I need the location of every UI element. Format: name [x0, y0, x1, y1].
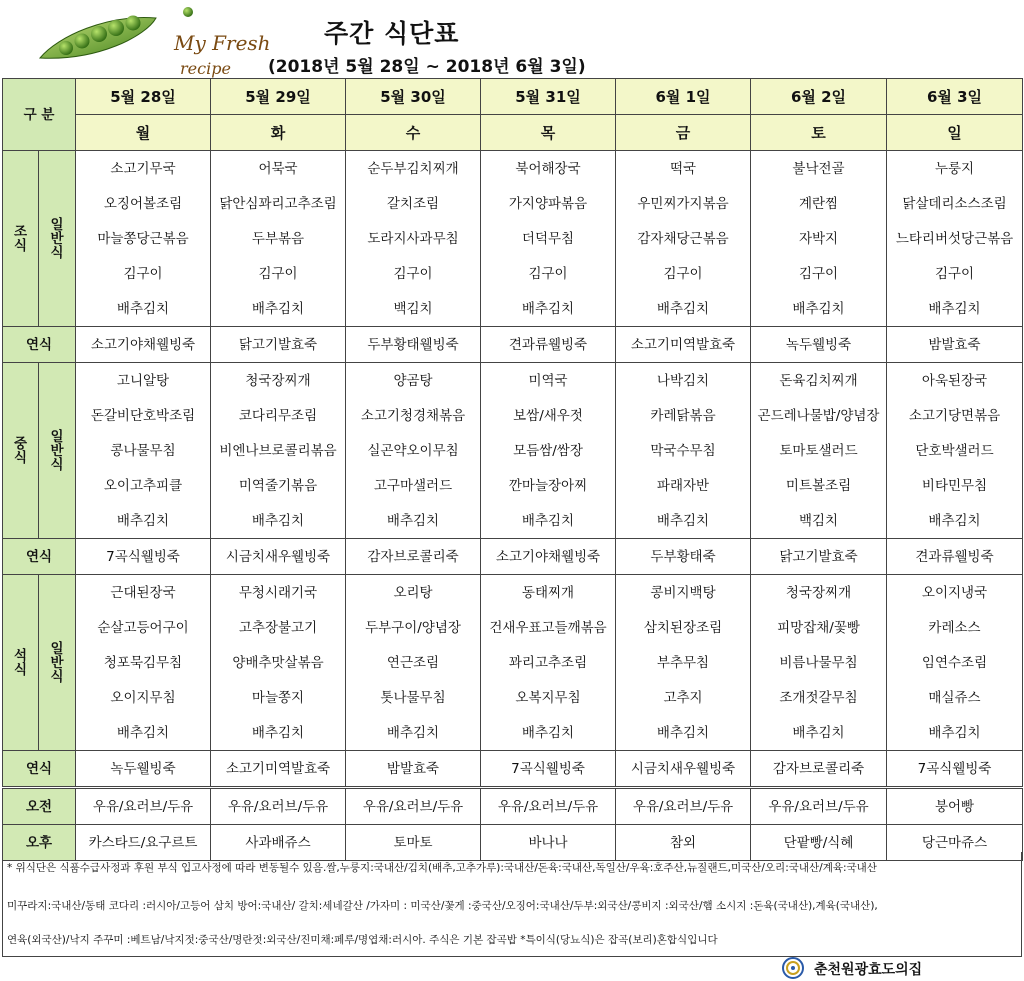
menu-item: 순살고등어구이 [76, 610, 211, 645]
soft-diet-item: 녹두웰빙죽 [76, 751, 211, 788]
soft-diet-item: 감자브로콜리죽 [751, 751, 887, 788]
menu-item: 배추김치 [616, 503, 751, 539]
snack-item: 우유/요러브/두유 [76, 788, 211, 825]
menu-item: 배추김치 [76, 715, 211, 751]
snack-item: 우유/요러브/두유 [346, 788, 481, 825]
menu-item: 김구이 [211, 256, 346, 291]
note-line: 미꾸라지:국내산/동태 코다리 :러시아/고등어 삼치 방어:국내산/ 갈치:세네갈산 /가자미 : 미국산/꽃게 :중국산/오징어:국내산/두부:외국산/콩비지 :외국산/햄 소시지 :돈육(국내산),계육(국내산), [7, 900, 878, 912]
date-header: 5월 29일 [211, 79, 346, 115]
logo-text-sub: recipe [180, 59, 231, 78]
soft-diet-item: 시금치새우웰빙죽 [616, 751, 751, 788]
logo [38, 6, 278, 78]
menu-item: 파래자반 [616, 468, 751, 503]
notes-box [2, 852, 1022, 957]
menu-item: 어묵국 [211, 151, 346, 187]
menu-item: 마늘쫑지 [211, 680, 346, 715]
meal-label: 조 식 [3, 151, 39, 327]
snack-item: 단팥빵/식혜 [751, 825, 887, 861]
emblem-icon [780, 956, 806, 980]
menu-item: 오복지무침 [481, 680, 616, 715]
menu-item: 닭안심꽈리고추조림 [211, 186, 346, 221]
menu-item: 배추김치 [887, 715, 1023, 751]
menu-item: 삼치된장조림 [616, 610, 751, 645]
menu-item: 토마토샐러드 [751, 433, 887, 468]
menu-item: 오이지냉국 [887, 575, 1023, 611]
pea-pod-icon [38, 6, 278, 78]
menu-item: 카레소스 [887, 610, 1023, 645]
menu-item: 돈육김치찌개 [751, 363, 887, 399]
menu-item: 동태찌개 [481, 575, 616, 611]
menu-item: 김구이 [346, 256, 481, 291]
date-header: 5월 30일 [346, 79, 481, 115]
menu-item: 누룽지 [887, 151, 1023, 187]
menu-item: 건새우표고들깨볶음 [481, 610, 616, 645]
menu-item: 가지양파볶음 [481, 186, 616, 221]
snack-label: 오전 [3, 788, 76, 825]
menu-item: 미역국 [481, 363, 616, 399]
menu-item: 임연수조림 [887, 645, 1023, 680]
menu-item: 떡국 [616, 151, 751, 187]
date-header: 5월 28일 [76, 79, 211, 115]
menu-item: 고니알탕 [76, 363, 211, 399]
diet-type-label: 일 반 식 [39, 363, 76, 539]
snack-item: 토마토 [346, 825, 481, 861]
menu-item: 오이고추피클 [76, 468, 211, 503]
menu-item: 청국장찌개 [751, 575, 887, 611]
menu-item: 미트볼조림 [751, 468, 887, 503]
snack-item: 카스타드/요구르트 [76, 825, 211, 861]
menu-item: 갈치조림 [346, 186, 481, 221]
menu-item: 김구이 [76, 256, 211, 291]
snack-item: 바나나 [481, 825, 616, 861]
menu-item: 꽈리고추조림 [481, 645, 616, 680]
snack-item: 붕어빵 [887, 788, 1023, 825]
menu-item: 돈갈비단호박조림 [76, 398, 211, 433]
menu-item: 배추김치 [481, 503, 616, 539]
soft-diet-item: 7곡식웰빙죽 [481, 751, 616, 788]
organization-name: 춘천원광효도의집 [814, 962, 923, 978]
soft-diet-item: 견과류웰빙죽 [481, 327, 616, 363]
soft-diet-item: 시금치새우웰빙죽 [211, 539, 346, 575]
menu-item: 느타리버섯당근볶음 [887, 221, 1023, 256]
menu-item: 김구이 [481, 256, 616, 291]
menu-item: 더덕무침 [481, 221, 616, 256]
menu-item: 오이지무침 [76, 680, 211, 715]
menu-item: 북어해장국 [481, 151, 616, 187]
date-header: 5월 31일 [481, 79, 616, 115]
menu-item: 비름나물무침 [751, 645, 887, 680]
snack-item: 사과배쥬스 [211, 825, 346, 861]
menu-item: 배추김치 [481, 715, 616, 751]
menu-item: 연근조림 [346, 645, 481, 680]
date-header: 6월 2일 [751, 79, 887, 115]
menu-item: 청국장찌개 [211, 363, 346, 399]
snack-item: 우유/요러브/두유 [481, 788, 616, 825]
menu-item: 보쌈/새우젓 [481, 398, 616, 433]
soft-diet-item: 녹두웰빙죽 [751, 327, 887, 363]
menu-item: 근대된장국 [76, 575, 211, 611]
weekday-header: 금 [616, 115, 751, 151]
weekday-header: 화 [211, 115, 346, 151]
menu-item: 아욱된장국 [887, 363, 1023, 399]
corner-label: 구 분 [3, 79, 76, 151]
menu-item: 백김치 [751, 503, 887, 539]
menu-item: 소고기무국 [76, 151, 211, 187]
meal-label: 석 식 [3, 575, 39, 751]
date-header: 6월 3일 [887, 79, 1023, 115]
menu-item: 비타민무침 [887, 468, 1023, 503]
menu-item: 김구이 [616, 256, 751, 291]
menu-item: 도라지사과무침 [346, 221, 481, 256]
menu-item: 김구이 [751, 256, 887, 291]
logo-text-main: My Fresh [174, 31, 271, 55]
snack-item: 우유/요러브/두유 [616, 788, 751, 825]
menu-item: 배추김치 [751, 715, 887, 751]
menu-item: 감자채당근볶음 [616, 221, 751, 256]
menu-item: 배추김치 [211, 291, 346, 327]
menu-item: 배추김치 [211, 715, 346, 751]
snack-item: 당근마쥬스 [887, 825, 1023, 861]
menu-item: 톳나물무침 [346, 680, 481, 715]
menu-item: 배추김치 [346, 715, 481, 751]
page-header [0, 0, 1024, 78]
menu-item: 청포묵김무침 [76, 645, 211, 680]
soft-diet-item: 두부황태웰빙죽 [346, 327, 481, 363]
menu-item: 곤드레나물밥/양념장 [751, 398, 887, 433]
menu-item: 배추김치 [887, 291, 1023, 327]
menu-item: 배추김치 [481, 291, 616, 327]
page-title: 주간 식단표 [324, 19, 460, 48]
soft-diet-label: 연식 [3, 751, 76, 788]
menu-item: 무청시래기국 [211, 575, 346, 611]
menu-item: 순두부김치찌개 [346, 151, 481, 187]
menu-item: 소고기당면볶음 [887, 398, 1023, 433]
menu-item: 두부볶음 [211, 221, 346, 256]
snack-item: 우유/요러브/두유 [211, 788, 346, 825]
menu-item: 비엔나브로콜리볶음 [211, 433, 346, 468]
menu-item: 닭살데리소스조림 [887, 186, 1023, 221]
diet-type-label: 일 반 식 [39, 151, 76, 327]
menu-item: 우민찌가지볶음 [616, 186, 751, 221]
soft-diet-item: 7곡식웰빙죽 [887, 751, 1023, 788]
menu-item: 부추무침 [616, 645, 751, 680]
soft-diet-item: 소고기야채웰빙죽 [481, 539, 616, 575]
menu-item: 고구마샐러드 [346, 468, 481, 503]
menu-item: 배추김치 [887, 503, 1023, 539]
menu-item: 나박김치 [616, 363, 751, 399]
diet-type-label: 일 반 식 [39, 575, 76, 751]
menu-item: 백김치 [346, 291, 481, 327]
menu-item: 배추김치 [76, 291, 211, 327]
menu-item: 배추김치 [616, 291, 751, 327]
menu-item: 계란찜 [751, 186, 887, 221]
menu-item: 단호박샐러드 [887, 433, 1023, 468]
menu-item: 양곰탕 [346, 363, 481, 399]
menu-item: 두부구이/양념장 [346, 610, 481, 645]
menu-item: 자박지 [751, 221, 887, 256]
snack-item: 참외 [616, 825, 751, 861]
menu-item: 막국수무침 [616, 433, 751, 468]
menu-item: 조개젓갈무침 [751, 680, 887, 715]
soft-diet-item: 견과류웰빙죽 [887, 539, 1023, 575]
menu-item: 김구이 [887, 256, 1023, 291]
soft-diet-item: 7곡식웰빙죽 [76, 539, 211, 575]
weekday-header: 월 [76, 115, 211, 151]
soft-diet-item: 밤발효죽 [346, 751, 481, 788]
soft-diet-item: 소고기미역발효죽 [211, 751, 346, 788]
snack-label: 오후 [3, 825, 76, 861]
menu-item: 배추김치 [616, 715, 751, 751]
menu-item: 배추김치 [211, 503, 346, 539]
menu-item: 고추지 [616, 680, 751, 715]
menu-item: 오징어볼조림 [76, 186, 211, 221]
soft-diet-item: 닭고기발효죽 [751, 539, 887, 575]
menu-item: 코다리무조림 [211, 398, 346, 433]
meal-label: 중 식 [3, 363, 39, 539]
date-range: (2018년 5월 28일 ~ 2018년 6월 3일) [268, 57, 586, 77]
menu-item: 양배추맛살볶음 [211, 645, 346, 680]
weekly-menu-table [2, 78, 1023, 861]
soft-diet-item: 두부황태죽 [616, 539, 751, 575]
note-line: * 위식단은 식품수급사정과 후원 부식 입고사정에 따라 변동될수 있음.쌀,누룽지:국내산/김치(배추,고추가루):국내산/돈육:국내산,독일산/우육:호주산,뉴질랜드,미국산/오리:국내산/계육:국내산 [7, 862, 877, 874]
menu-item: 피망잡채/꽃빵 [751, 610, 887, 645]
date-header: 6월 1일 [616, 79, 751, 115]
soft-diet-item: 감자브로콜리죽 [346, 539, 481, 575]
weekday-header: 토 [751, 115, 887, 151]
menu-item: 배추김치 [751, 291, 887, 327]
menu-item: 배추김치 [346, 503, 481, 539]
menu-item: 콩나물무침 [76, 433, 211, 468]
menu-item: 오리탕 [346, 575, 481, 611]
menu-item: 카레닭볶음 [616, 398, 751, 433]
menu-item: 실곤약오이무침 [346, 433, 481, 468]
note-line: 연육(외국산)/낙지 주꾸미 :베트남/낙지젓:중국산/명란젓:외국산/진미채:페루/명엽채:러시아. 주식은 기본 잡곡밥 *특이식(당뇨식)은 잡곡(보리)혼합식입니다 [7, 934, 718, 946]
menu-item: 미역줄기볶음 [211, 468, 346, 503]
menu-item: 고추장불고기 [211, 610, 346, 645]
menu-item: 깐마늘장아찌 [481, 468, 616, 503]
weekday-header: 목 [481, 115, 616, 151]
menu-item: 매실쥬스 [887, 680, 1023, 715]
soft-diet-label: 연식 [3, 539, 76, 575]
soft-diet-item: 밤발효죽 [887, 327, 1023, 363]
snack-item: 우유/요러브/두유 [751, 788, 887, 825]
weekday-header: 수 [346, 115, 481, 151]
weekday-header: 일 [887, 115, 1023, 151]
soft-diet-item: 닭고기발효죽 [211, 327, 346, 363]
menu-item: 콩비지백탕 [616, 575, 751, 611]
menu-item: 불낙전골 [751, 151, 887, 187]
soft-diet-item: 소고기야채웰빙죽 [76, 327, 211, 363]
soft-diet-item: 소고기미역발효죽 [616, 327, 751, 363]
menu-item: 배추김치 [76, 503, 211, 539]
menu-item: 마늘쫑당근볶음 [76, 221, 211, 256]
soft-diet-label: 연식 [3, 327, 76, 363]
menu-item: 소고기청경채볶음 [346, 398, 481, 433]
menu-item: 모듬쌈/쌈장 [481, 433, 616, 468]
